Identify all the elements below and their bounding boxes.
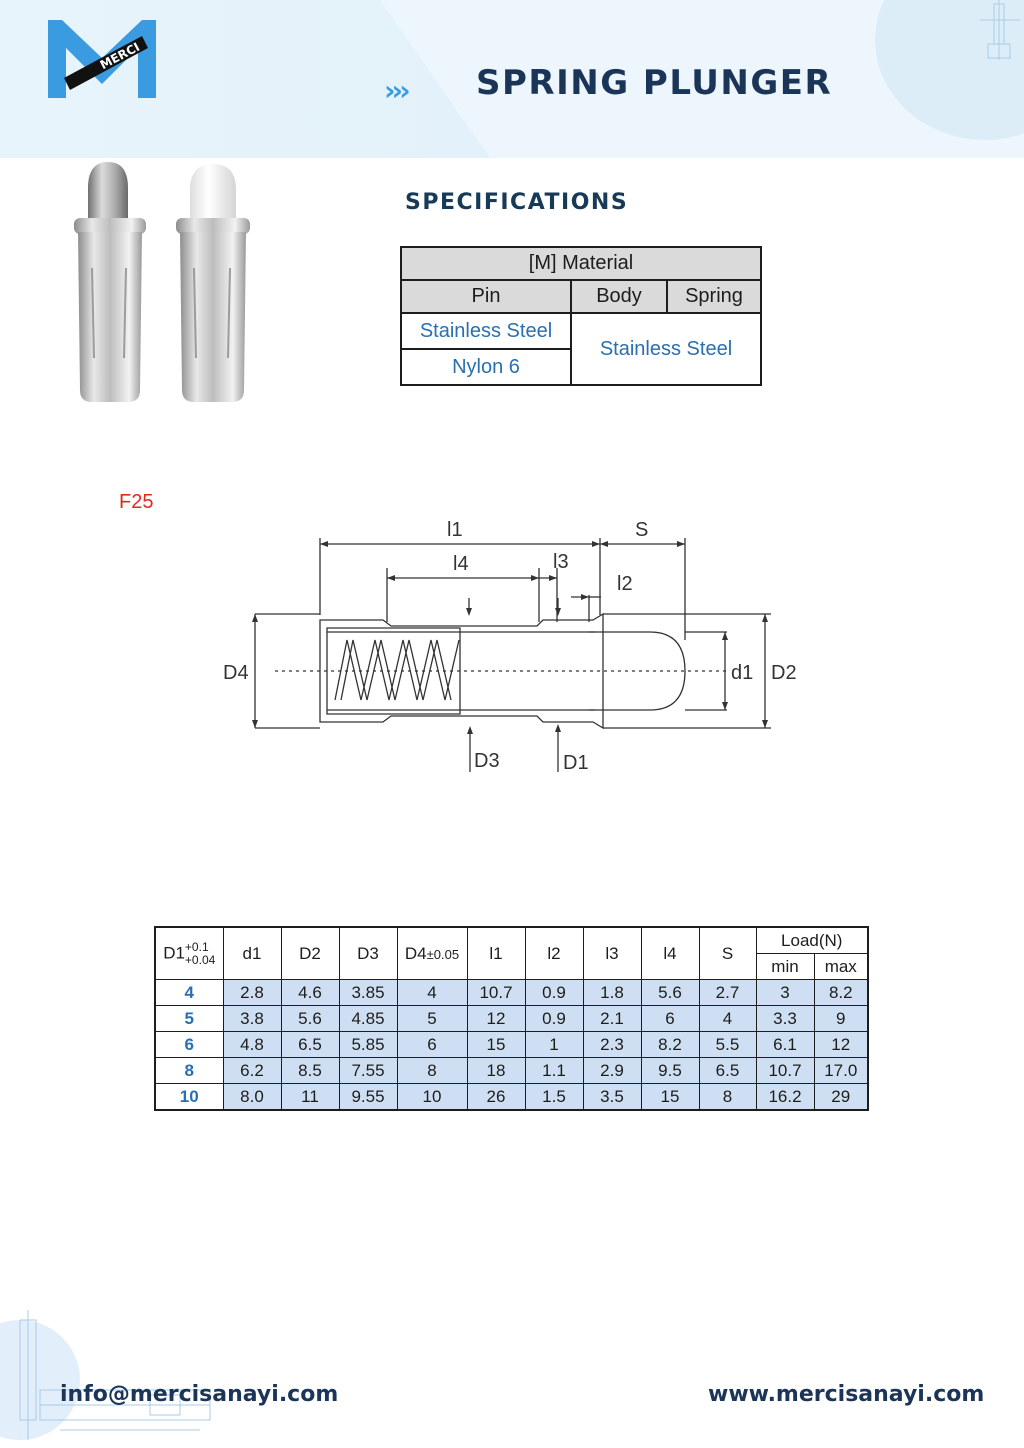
material-col-body: Body: [571, 280, 667, 313]
cell-min: 3.3: [756, 1006, 814, 1032]
cell-l2: 0.9: [525, 1006, 583, 1032]
label-d1: d1: [731, 662, 754, 684]
pin-material-1: Stainless Steel: [401, 313, 571, 349]
cell-d1: 8.0: [223, 1084, 281, 1111]
col-l3: l3: [583, 927, 641, 980]
logo-text: MERCI: [97, 39, 142, 73]
cell-D2: 5.6: [281, 1006, 339, 1032]
cell-max: 17.0: [814, 1058, 868, 1084]
label-l4: l4: [453, 553, 469, 575]
cell-l1: 10.7: [467, 980, 525, 1006]
col-l2: l2: [525, 927, 583, 980]
cell-S: 5.5: [699, 1032, 756, 1058]
col-D4-label: D4: [404, 943, 427, 963]
chevrons-decor: ›››: [384, 74, 407, 107]
cell-D2: 4.6: [281, 980, 339, 1006]
col-l4: l4: [641, 927, 699, 980]
cell-S: 2.7: [699, 980, 756, 1006]
col-S: S: [699, 927, 756, 980]
cell-l3: 2.9: [583, 1058, 641, 1084]
body-spring-material: Stainless Steel: [571, 313, 761, 385]
D1-tol-lower: +0.04: [184, 952, 216, 967]
label-D1: D1: [563, 752, 589, 774]
col-d1: d1: [223, 927, 281, 980]
cell-max: 8.2: [814, 980, 868, 1006]
table-row: [155, 980, 868, 1006]
cell-D4: 5: [397, 1006, 467, 1032]
cell-l1: 26: [467, 1084, 525, 1111]
cell-l2: 0.9: [525, 980, 583, 1006]
cell-D1: 10: [155, 1084, 223, 1111]
cell-D2: 8.5: [281, 1058, 339, 1084]
cell-S: 4: [699, 1006, 756, 1032]
label-l2: l2: [617, 573, 633, 595]
cell-D1: 6: [155, 1032, 223, 1058]
D4-tol: ±0.05: [426, 946, 460, 962]
cell-D2: 6.5: [281, 1032, 339, 1058]
table-row: [155, 1032, 868, 1058]
cell-l2: 1.5: [525, 1084, 583, 1111]
cell-l2: 1.1: [525, 1058, 583, 1084]
cell-d1: 6.2: [223, 1058, 281, 1084]
label-D4: D4: [223, 662, 249, 684]
cell-l3: 1.8: [583, 980, 641, 1006]
cell-D1: 5: [155, 1006, 223, 1032]
specifications-heading: SPECIFICATIONS: [405, 190, 629, 215]
corner-technical-sketch: [960, 0, 1024, 80]
technical-diagram: [215, 510, 815, 790]
cell-D3: 4.85: [339, 1006, 397, 1032]
cell-l3: 2.1: [583, 1006, 641, 1032]
cell-D3: 7.55: [339, 1058, 397, 1084]
cell-max: 29: [814, 1084, 868, 1111]
cell-l4: 9.5: [641, 1058, 699, 1084]
pin-material-2: Nylon 6: [401, 349, 571, 385]
col-D4: [397, 927, 467, 980]
page-title: SPRING PLUNGER: [476, 63, 833, 103]
cell-l1: 12: [467, 1006, 525, 1032]
cell-l1: 15: [467, 1032, 525, 1058]
material-table-title: [M] Material: [401, 247, 761, 280]
col-l1: l1: [467, 927, 525, 980]
cell-max: 12: [814, 1032, 868, 1058]
col-load-min: min: [756, 954, 814, 980]
cell-l1: 18: [467, 1058, 525, 1084]
cell-min: 10.7: [756, 1058, 814, 1084]
cell-S: 8: [699, 1084, 756, 1111]
col-load: Load(N): [756, 927, 868, 954]
cell-D3: 5.85: [339, 1032, 397, 1058]
footer-website[interactable]: www.mercisanayi.com: [708, 1382, 985, 1407]
cell-D3: 3.85: [339, 980, 397, 1006]
cell-D2: 11: [281, 1084, 339, 1111]
cell-S: 6.5: [699, 1058, 756, 1084]
material-table: [400, 246, 762, 386]
footer-technical-sketch: [0, 1300, 220, 1448]
cell-D4: 8: [397, 1058, 467, 1084]
table-row: [155, 1006, 868, 1032]
cell-d1: 2.8: [223, 980, 281, 1006]
col-D1: [155, 927, 223, 980]
col-load-max: max: [814, 954, 868, 980]
label-l1: l1: [447, 519, 463, 541]
dimensions-table: [154, 926, 869, 1111]
col-D3: D3: [339, 927, 397, 980]
label-D3: D3: [474, 750, 500, 772]
label-l3: l3: [553, 551, 569, 573]
cell-l4: 6: [641, 1006, 699, 1032]
cell-l4: 5.6: [641, 980, 699, 1006]
material-col-spring: Spring: [667, 280, 761, 313]
cell-l4: 15: [641, 1084, 699, 1111]
cell-D4: 4: [397, 980, 467, 1006]
product-photo: [70, 158, 280, 408]
cell-max: 9: [814, 1006, 868, 1032]
cell-min: 6.1: [756, 1032, 814, 1058]
material-col-pin: Pin: [401, 280, 571, 313]
merci-logo[interactable]: [46, 18, 158, 100]
cell-D3: 9.55: [339, 1084, 397, 1111]
col-D1-label: D1: [163, 942, 185, 962]
cell-min: 3: [756, 980, 814, 1006]
model-label: F25: [119, 491, 154, 513]
D1-tol-upper: +0.1: [184, 939, 209, 954]
table-row: [155, 1084, 868, 1111]
table-row: [155, 1058, 868, 1084]
cell-D1: 8: [155, 1058, 223, 1084]
cell-D4: 6: [397, 1032, 467, 1058]
footer-email[interactable]: info@mercisanayi.com: [60, 1382, 339, 1407]
label-D2: D2: [771, 662, 797, 684]
cell-l2: 1: [525, 1032, 583, 1058]
cell-d1: 4.8: [223, 1032, 281, 1058]
label-S: S: [635, 519, 649, 541]
cell-d1: 3.8: [223, 1006, 281, 1032]
cell-l3: 3.5: [583, 1084, 641, 1111]
cell-D1: 4: [155, 980, 223, 1006]
cell-l4: 8.2: [641, 1032, 699, 1058]
cell-l3: 2.3: [583, 1032, 641, 1058]
cell-min: 16.2: [756, 1084, 814, 1111]
cell-D4: 10: [397, 1084, 467, 1111]
col-D2: D2: [281, 927, 339, 980]
